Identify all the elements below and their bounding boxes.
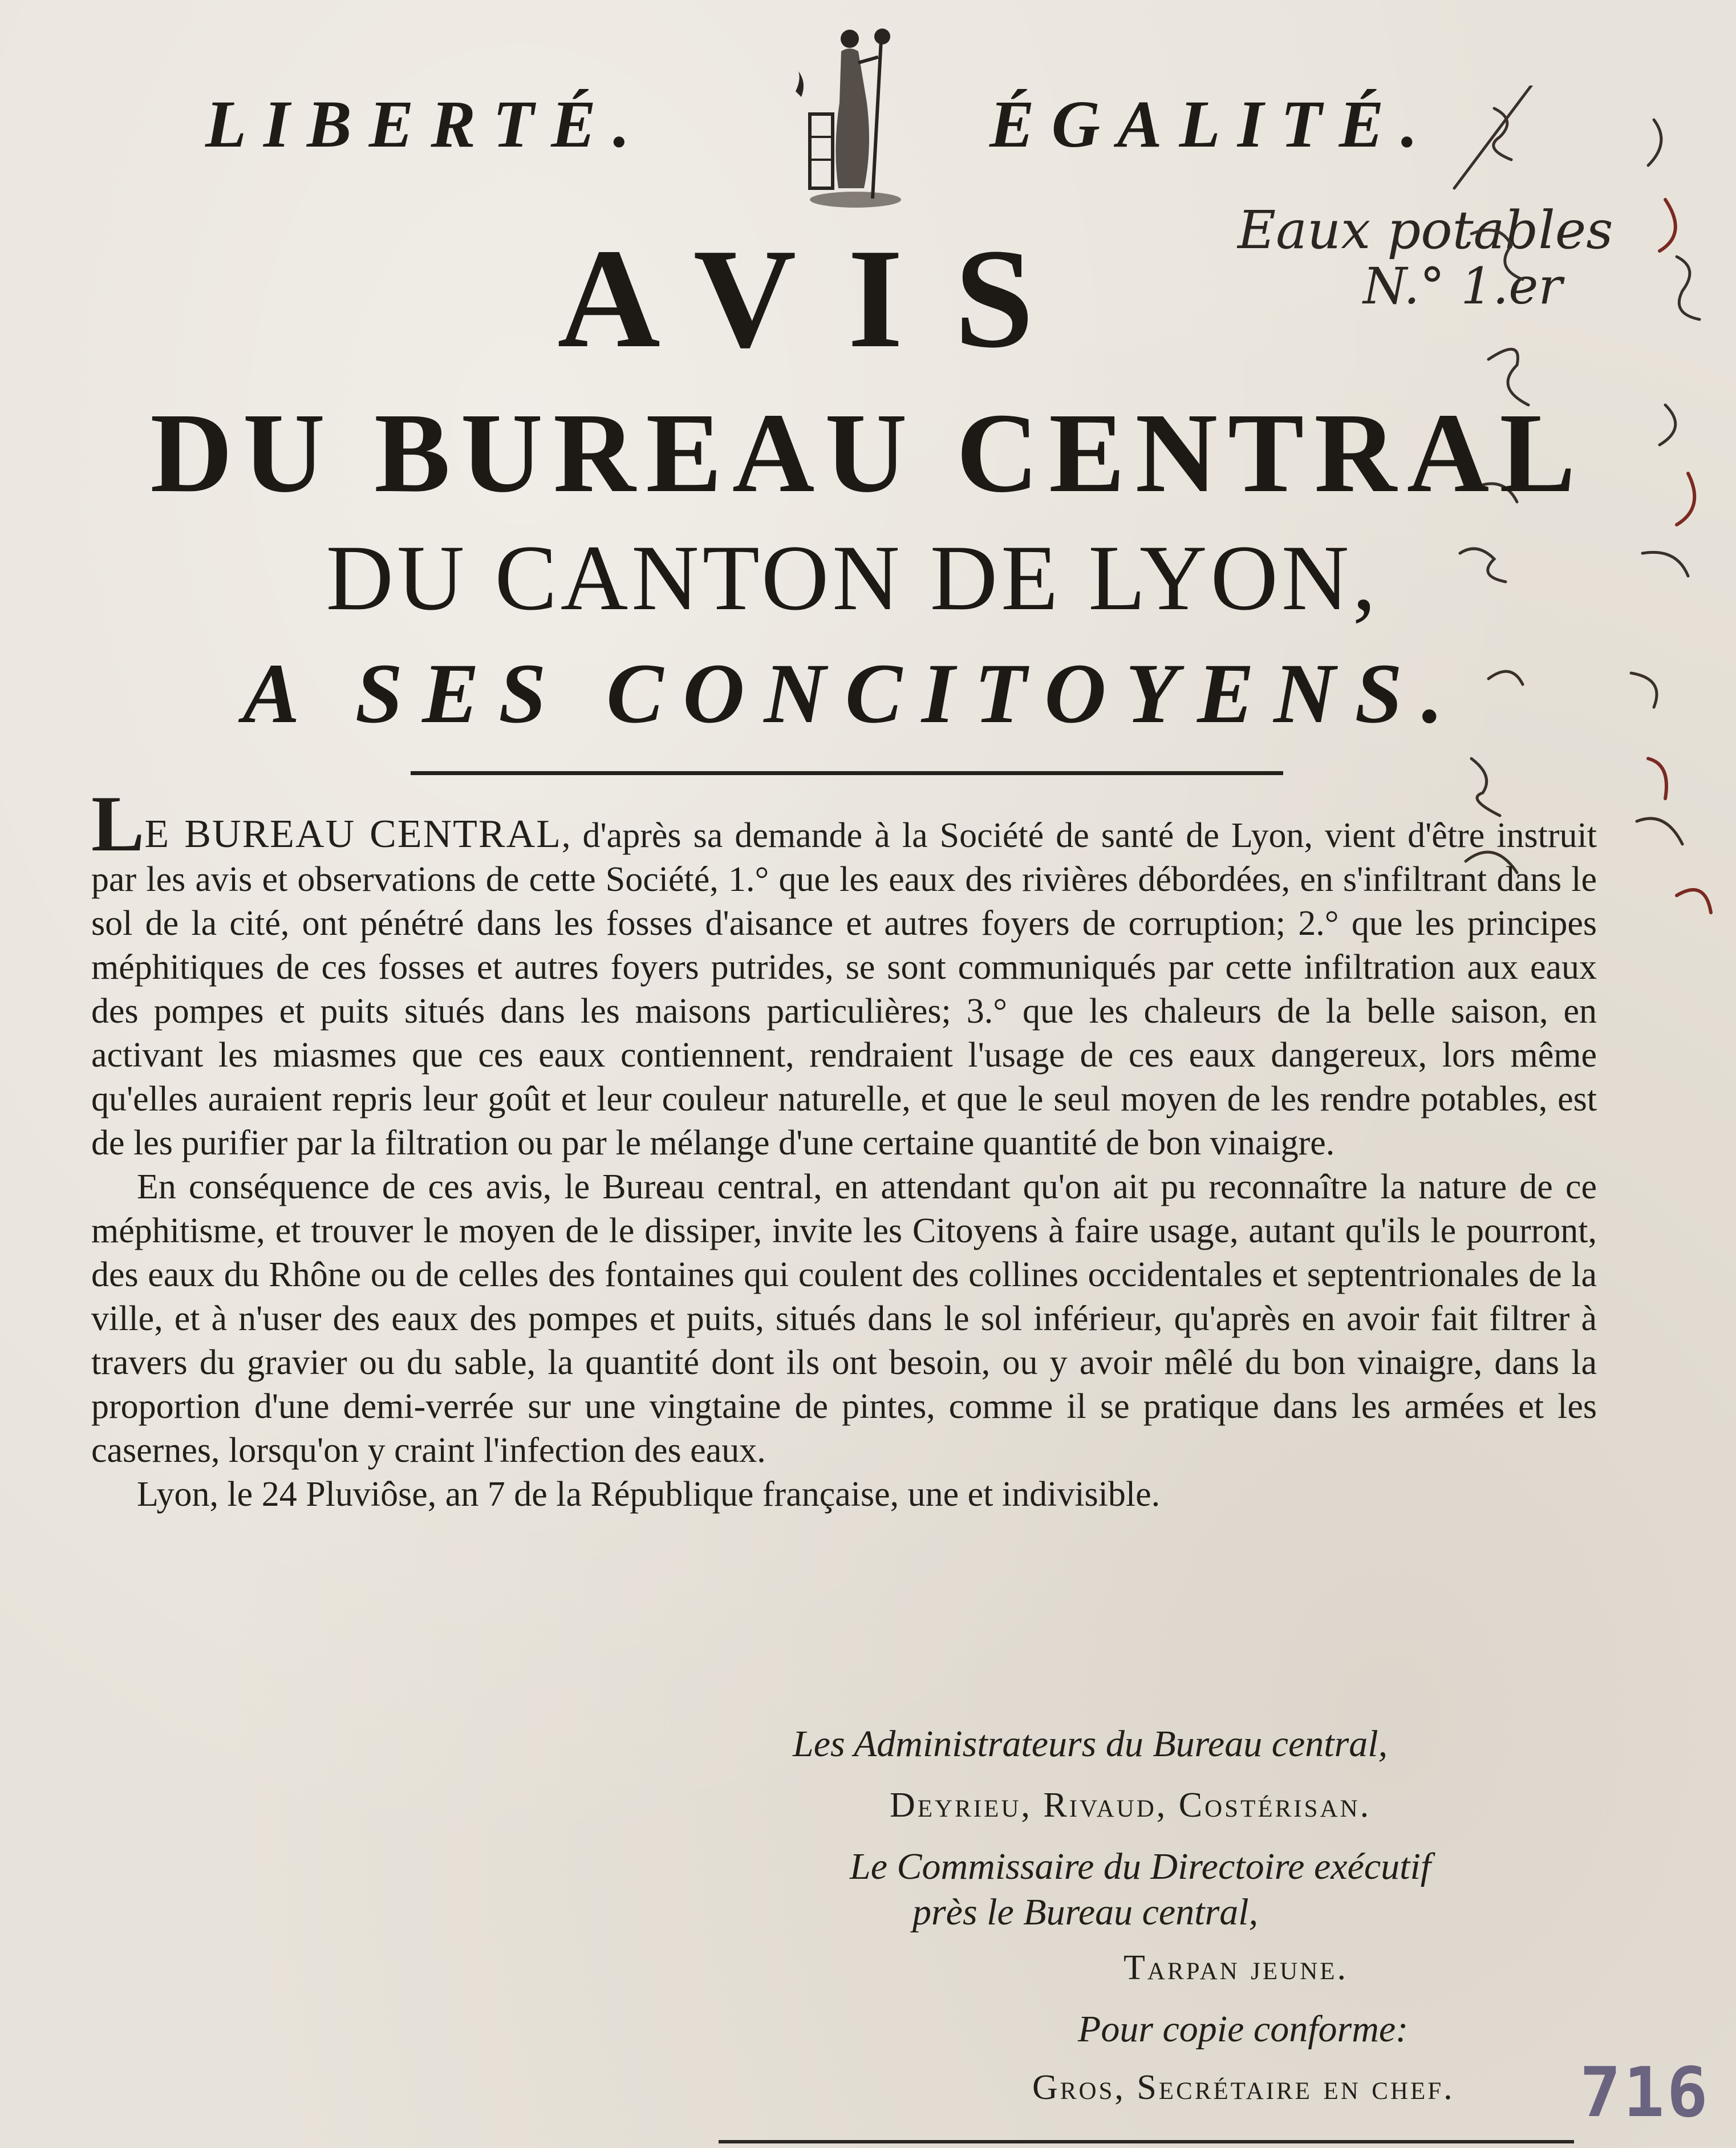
bureau-central-caps: E BUREAU CENTRAL <box>144 812 562 856</box>
body-text <box>91 780 1597 1517</box>
copy-conforme: Pour copie conforme: <box>1078 2008 1409 2050</box>
paragraph-1-text: , d'après sa demande à la Société de santé de Lyon, vient d'être instruit par les avis et observations de cette Société, 1.° que les eaux des rivières débordées, en s'infiltrant dans le sol de la cité, ont pénétré dans les fosses d'aisance et autres foyers de corruption; 2.° que les principes méphitiques de ces fosses et autres foyers putrides, se sont communiqués par cette infiltration aux eaux des pompes et puits situés dans les maisons particulières; 3.° que les chaleurs de la belle saison, en activant les miasmes que ces eaux contiennent, rendraient l'usage de ces eaux dangereux, lors même qu'elles auraient repris leur goût et leur couleur naturelle, et que le seul moyen de les rendre potables, est de les purifier par la filtration ou par le mélange d'une certaine quantité de bon vinaigre. <box>91 816 1597 1162</box>
bottom-divider <box>719 2140 1574 2143</box>
motto-egalite: ÉGALITÉ. <box>989 87 1435 161</box>
archive-stamp: 716 <box>1580 2053 1710 2133</box>
drop-cap: L <box>91 780 145 868</box>
admins-title: Les Administrateurs du Bureau central, <box>793 1723 1388 1765</box>
motto-liberte: LIBERTÉ. <box>205 87 647 161</box>
annotation-eaux-potables: Eaux potables <box>1238 200 1613 261</box>
commissaire-title-1: Le Commissaire du Directoire exécutif <box>850 1846 1431 1887</box>
liberty-figure-icon <box>787 17 924 211</box>
title-a-ses-concitoyens: A SES CONCITOYENS. <box>242 646 1463 741</box>
paragraph-1 <box>91 780 1597 1165</box>
title-avis: AVIS <box>557 220 1085 378</box>
admins-names: Deyrieu, Rivaud, Costérisan. <box>890 1786 1372 1825</box>
title-bureau-central: DU BUREAU CENTRAL <box>150 390 1586 516</box>
title-canton-de-lyon: DU CANTON DE LYON, <box>326 526 1380 630</box>
commissaire-title-2: près le Bureau central, <box>912 1891 1259 1933</box>
paragraph-date: Lyon, le 24 Pluviôse, an 7 de la République française, une et indivisible. <box>137 1475 1161 1514</box>
annotation-numero: N.° 1.er <box>1363 257 1563 315</box>
commissaire-name: Tarpan jeune. <box>1123 1948 1349 1987</box>
secretary-signature: Gros, Secrétaire en chef. <box>1032 2068 1455 2107</box>
paragraph-2: En conséquence de ces avis, le Bureau central, en attendant qu'on ait pu reconnaître la nature de ce méphitisme, et trouver le moyen de le dissiper, invite les Citoyens à faire usage, autant qu'ils le pourront, des eaux du Rhône ou de celles des fontaines qui coulent des collines occidentales et septentrionales de la ville, et à n'user des eaux des pompes et puits, situés dans le sol inférieur, qu'après en avoir fait filtrer à travers du gravier ou du sable, la quantité dont ils ont besoin, ou y avoir mêlé du bon vinaigre, dans la proportion d'une demi-verrée sur une vingtaine de pintes, comme il se pratique dans les armées et les casernes, lorsqu'on y craint l'infection des eaux. <box>91 1168 1597 1470</box>
title-divider <box>411 771 1283 775</box>
